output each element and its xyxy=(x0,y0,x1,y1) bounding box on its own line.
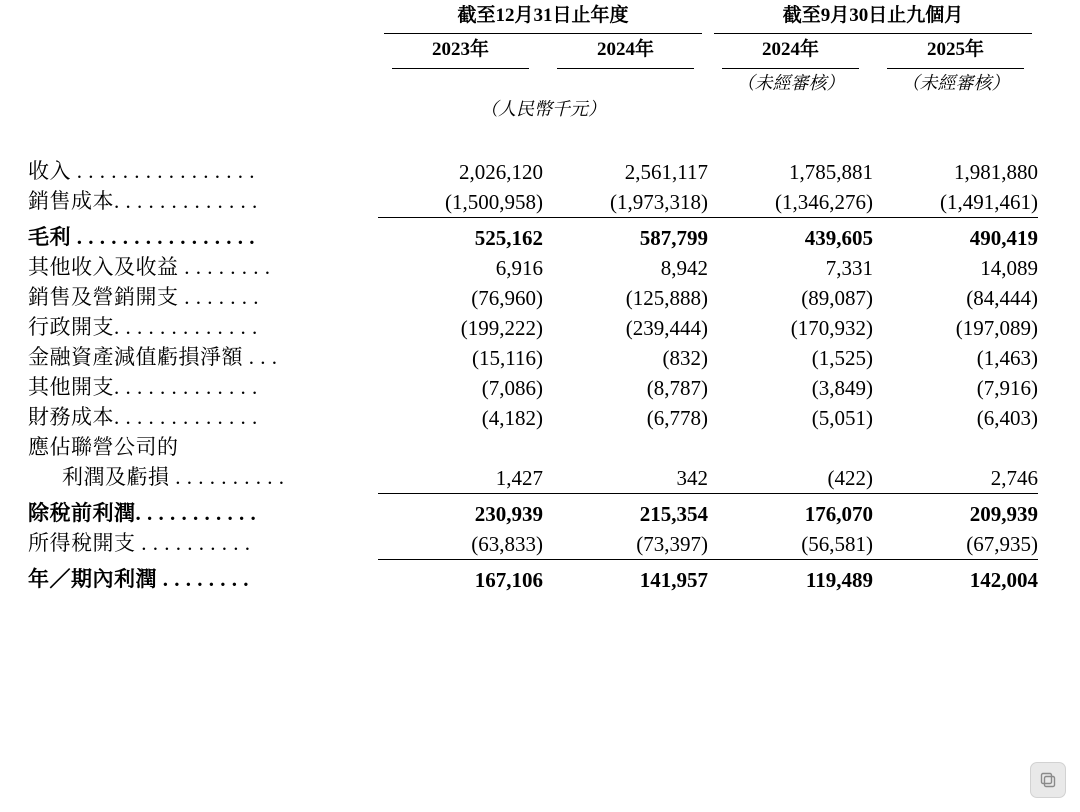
table-row xyxy=(28,341,1038,371)
row-value xyxy=(543,155,708,185)
row-value xyxy=(873,281,1038,311)
row-value xyxy=(378,461,543,491)
header-year-2023: 2023年 xyxy=(378,34,543,69)
row-value xyxy=(378,371,543,401)
value-text: (1,973,318) xyxy=(610,190,709,214)
table-header xyxy=(28,0,1038,155)
value-text: 1,981,880 xyxy=(954,160,1039,184)
row-value xyxy=(708,557,873,593)
row-value xyxy=(378,185,543,215)
watermark-glyph-icon xyxy=(1039,771,1057,789)
value-text: 230,939 xyxy=(378,493,543,527)
value-text: 439,605 xyxy=(708,217,873,251)
row-value xyxy=(873,401,1038,431)
value-text: (7,086) xyxy=(481,376,543,400)
value-text: (73,397) xyxy=(636,532,709,556)
row-value xyxy=(873,155,1038,185)
header-audit-note-row xyxy=(28,69,1038,95)
row-value xyxy=(378,215,543,251)
leader-dots: . . . . . . . . . . . . . . . . xyxy=(71,225,255,249)
value-text: 176,070 xyxy=(708,493,873,527)
audit-note-2024-annual xyxy=(543,69,708,95)
value-text: 2,746 xyxy=(990,466,1039,490)
gap-cell xyxy=(378,121,543,155)
row-value xyxy=(708,185,873,215)
row-label: 收入 . . . . . . . . . . . . . . . . xyxy=(28,159,255,183)
leader-dots: . . . . . . . . . . . . . . . . xyxy=(71,159,255,183)
value-text: 525,162 xyxy=(378,217,543,251)
value-text: (84,444) xyxy=(966,286,1039,310)
audit-note-2023 xyxy=(378,69,543,95)
row-value xyxy=(543,371,708,401)
leader-dots: . . . . . . . . . . . . . xyxy=(114,375,258,399)
row-value xyxy=(378,527,543,557)
row-value xyxy=(378,155,543,185)
row-value xyxy=(378,557,543,593)
row-value xyxy=(543,251,708,281)
leader-dots: . . . . . . . . . . . . . xyxy=(114,315,258,339)
value-text: 209,939 xyxy=(873,493,1038,527)
value-text: 1,785,881 xyxy=(789,160,874,184)
row-label: 利潤及虧損 . . . . . . . . . . xyxy=(62,465,285,489)
row-value xyxy=(543,461,708,491)
value-text: (7,916) xyxy=(976,376,1039,400)
row-value xyxy=(543,341,708,371)
header-year-row xyxy=(28,34,1038,69)
row-value xyxy=(378,311,543,341)
header-group-nine-months: 截至9月30日止九個月 xyxy=(708,0,1038,34)
header-audit-corner xyxy=(28,69,378,95)
leader-dots: . . . . . . . . . . . xyxy=(135,501,257,525)
table-row xyxy=(28,557,1038,593)
header-corner-cell xyxy=(28,0,378,34)
row-value xyxy=(543,185,708,215)
audit-note-2024-interim: （未經審核） xyxy=(736,73,845,93)
gap-cell xyxy=(708,121,873,155)
row-value xyxy=(873,491,1038,527)
row-value xyxy=(873,557,1038,593)
row-value xyxy=(708,431,873,461)
row-value xyxy=(708,215,873,251)
value-text: (67,935) xyxy=(966,532,1039,556)
value-text: (1,463) xyxy=(976,346,1039,370)
value-text: (56,581) xyxy=(801,532,874,556)
table-row xyxy=(28,251,1038,281)
gap-cell xyxy=(873,121,1038,155)
row-label: 年／期內利潤 . . . . . . . . xyxy=(28,567,249,591)
value-text: (1,525) xyxy=(811,346,874,370)
row-label: 其他開支. . . . . . . . . . . . . xyxy=(28,375,258,399)
table-row xyxy=(28,311,1038,341)
row-value xyxy=(378,401,543,431)
table-row xyxy=(28,401,1038,431)
table-row xyxy=(28,215,1038,251)
leader-dots: . . . . . . . . . . xyxy=(135,531,251,555)
row-label: 財務成本. . . . . . . . . . . . . xyxy=(28,405,258,429)
row-value xyxy=(708,155,873,185)
row-value xyxy=(543,311,708,341)
value-text: (199,222) xyxy=(460,316,543,340)
value-text: 7,331 xyxy=(825,256,874,280)
units-spacer-2 xyxy=(873,95,1038,121)
value-text: 14,089 xyxy=(980,256,1039,280)
value-text: 2,561,117 xyxy=(624,160,709,184)
value-text: 141,957 xyxy=(543,559,708,593)
row-value xyxy=(873,527,1038,557)
value-text: 6,916 xyxy=(495,256,543,280)
table-row xyxy=(28,281,1038,311)
value-text: (832) xyxy=(662,346,709,370)
audit-note-2025-interim: （未經審核） xyxy=(901,73,1010,93)
row-value xyxy=(378,491,543,527)
header-units-corner xyxy=(28,95,378,121)
row-value xyxy=(873,431,1038,461)
leader-dots: . . . xyxy=(243,345,278,369)
value-text: (6,778) xyxy=(646,406,709,430)
row-value xyxy=(708,401,873,431)
row-label: 應佔聯營公司的 xyxy=(28,435,179,459)
units-spacer-1 xyxy=(708,95,873,121)
value-text: (422) xyxy=(827,466,874,490)
row-value xyxy=(543,431,708,461)
value-text: 490,419 xyxy=(873,217,1038,251)
value-text: 587,799 xyxy=(543,217,708,251)
row-value xyxy=(543,557,708,593)
value-text: (125,888) xyxy=(625,286,709,310)
row-label: 除稅前利潤. . . . . . . . . . . xyxy=(28,501,257,525)
row-value xyxy=(708,251,873,281)
table-body xyxy=(28,155,1038,593)
row-value xyxy=(708,491,873,527)
value-text: (4,182) xyxy=(481,406,543,430)
value-text: (6,403) xyxy=(976,406,1039,430)
value-text: 142,004 xyxy=(873,559,1038,593)
value-text: (63,833) xyxy=(471,532,543,556)
value-text: (89,087) xyxy=(801,286,874,310)
row-value xyxy=(378,251,543,281)
leader-dots: . . . . . . . . xyxy=(178,255,271,279)
watermark-badge xyxy=(1030,762,1066,798)
value-text: 215,354 xyxy=(543,493,708,527)
row-value xyxy=(708,341,873,371)
row-value xyxy=(708,311,873,341)
row-value xyxy=(543,281,708,311)
table-row xyxy=(28,185,1038,215)
value-text: (3,849) xyxy=(811,376,874,400)
gap-cell xyxy=(543,121,708,155)
table-row xyxy=(28,371,1038,401)
header-year-2025-interim: 2025年 xyxy=(873,34,1038,69)
row-value xyxy=(873,185,1038,215)
leader-dots: . . . . . . . . . . . . . xyxy=(114,189,258,213)
header-units-row xyxy=(28,95,1038,121)
header-body-gap xyxy=(28,121,1038,155)
row-value xyxy=(378,341,543,371)
header-year-2024-interim: 2024年 xyxy=(708,34,873,69)
row-value xyxy=(708,371,873,401)
row-value xyxy=(543,527,708,557)
row-label: 毛利 . . . . . . . . . . . . . . . . xyxy=(28,225,255,249)
value-text: 342 xyxy=(676,466,709,490)
leader-dots: . . . . . . . . . . xyxy=(169,465,285,489)
row-label: 銷售及營銷開支 . . . . . . . xyxy=(28,285,259,309)
row-value xyxy=(873,461,1038,491)
value-text: 1,427 xyxy=(495,466,543,490)
value-text: 2,026,120 xyxy=(459,160,543,184)
row-value xyxy=(873,371,1038,401)
value-text: (197,089) xyxy=(955,316,1039,340)
gap-cell xyxy=(28,121,378,155)
value-text: (1,346,276) xyxy=(775,190,874,214)
leader-dots: . . . . . . . . xyxy=(157,567,249,591)
value-text: (15,116) xyxy=(472,346,543,370)
row-value xyxy=(543,401,708,431)
row-label: 行政開支. . . . . . . . . . . . . xyxy=(28,315,258,339)
header-year-corner xyxy=(28,34,378,69)
row-value xyxy=(873,215,1038,251)
value-text: (1,500,958) xyxy=(445,190,543,214)
row-value xyxy=(378,431,543,461)
table-row xyxy=(28,431,1038,461)
row-value xyxy=(708,527,873,557)
table-row xyxy=(28,491,1038,527)
row-value xyxy=(873,341,1038,371)
value-text: 167,106 xyxy=(378,559,543,593)
row-value xyxy=(543,491,708,527)
leader-dots: . . . . . . . . . . . . . xyxy=(114,405,258,429)
table-row xyxy=(28,461,1038,491)
header-group-annual: 截至12月31日止年度 xyxy=(378,0,708,34)
row-value xyxy=(543,215,708,251)
row-label: 其他收入及收益 . . . . . . . . xyxy=(28,255,271,279)
header-year-2024-annual: 2024年 xyxy=(543,34,708,69)
value-text: 8,942 xyxy=(660,256,709,280)
row-label: 金融資產減值虧損淨額 . . . xyxy=(28,345,278,369)
table-row xyxy=(28,527,1038,557)
value-text: (76,960) xyxy=(471,286,543,310)
value-text: (1,491,461) xyxy=(940,190,1039,214)
value-text: (5,051) xyxy=(811,406,874,430)
value-text: (170,932) xyxy=(790,316,874,340)
income-statement-table xyxy=(28,0,1038,593)
row-label: 所得稅開支 . . . . . . . . . . xyxy=(28,531,251,555)
row-value xyxy=(873,251,1038,281)
row-value xyxy=(708,281,873,311)
table-row xyxy=(28,155,1038,185)
leader-dots: . . . . . . . xyxy=(178,285,259,309)
value-text: (8,787) xyxy=(646,376,709,400)
row-value xyxy=(873,311,1038,341)
value-text: 119,489 xyxy=(708,559,873,593)
units-note: （人民幣千元） xyxy=(480,99,606,119)
value-text: (239,444) xyxy=(625,316,709,340)
row-label: 銷售成本. . . . . . . . . . . . . xyxy=(28,189,258,213)
header-group-row xyxy=(28,0,1038,34)
row-value xyxy=(708,461,873,491)
row-value xyxy=(378,281,543,311)
